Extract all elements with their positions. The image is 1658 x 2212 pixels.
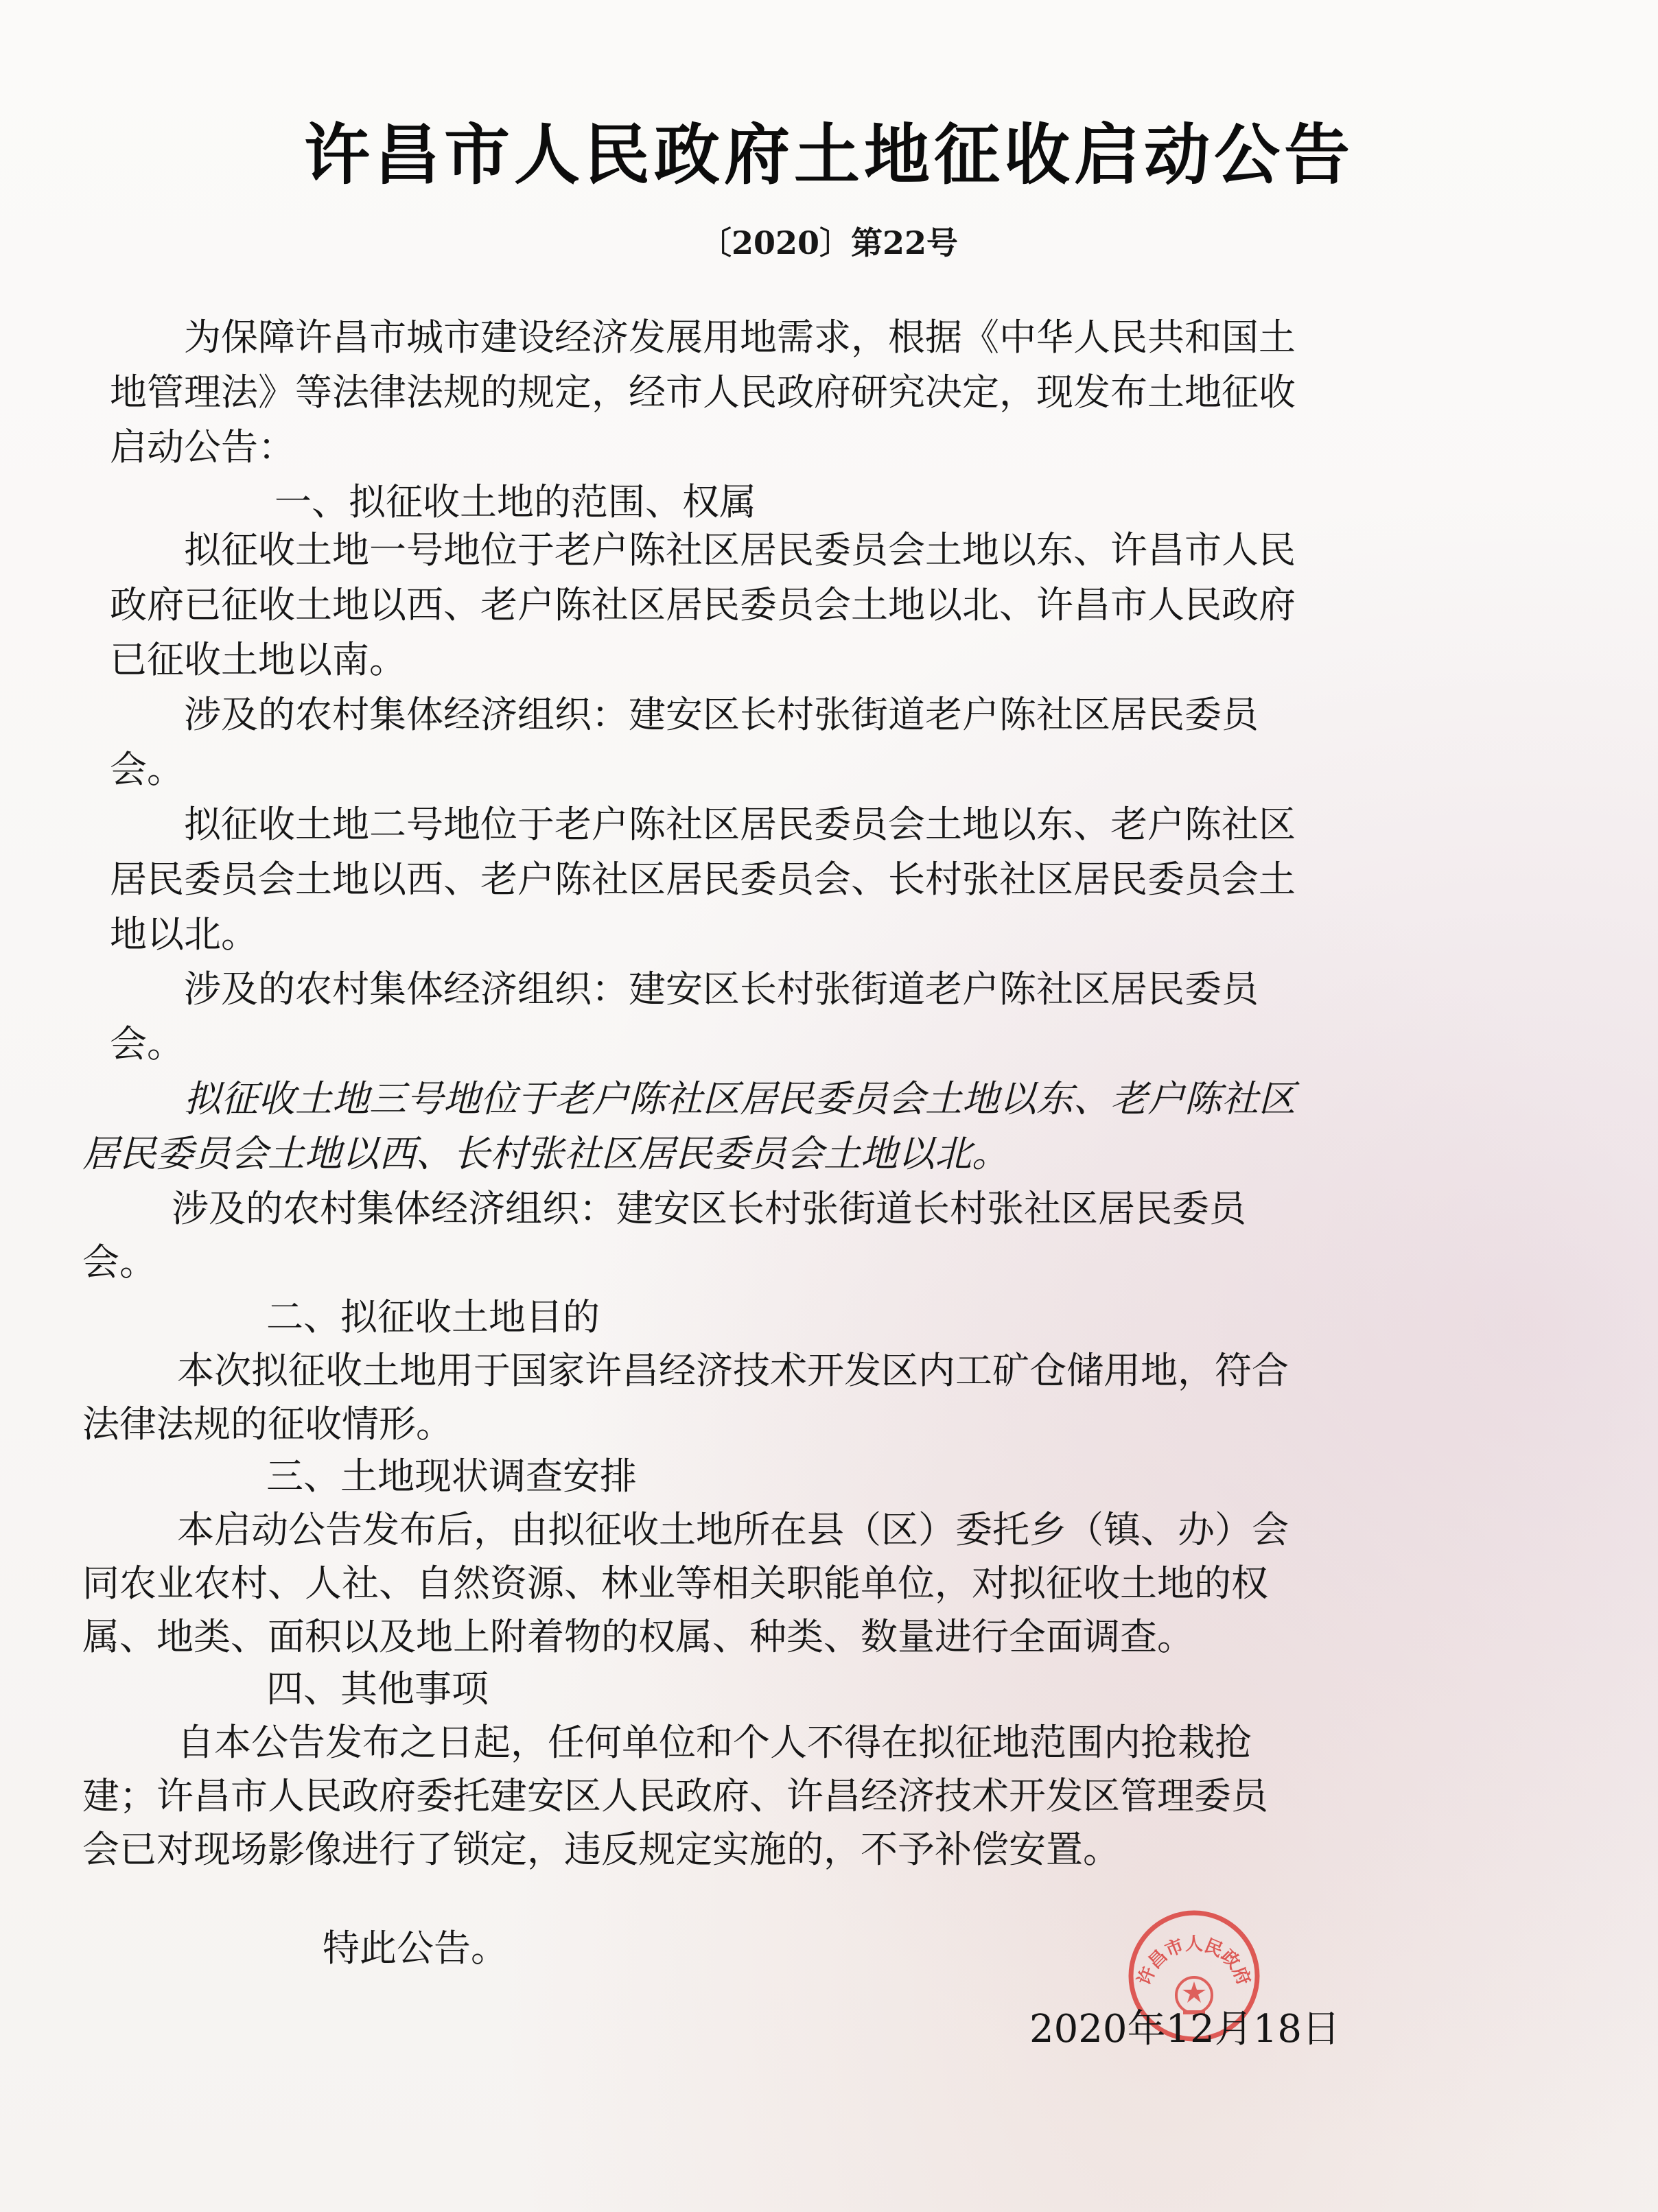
section-heading-1: 一、拟征收土地的范围、权属 (275, 480, 756, 523)
section2-line: 本次拟征收土地用于国家许昌经济技术开发区内工矿仓储用地，符合 (177, 1349, 1289, 1392)
org1-line: 会。 (110, 748, 184, 791)
org1-line: 涉及的农村集体经济组织：建安区长村张街道老户陈社区居民委员 (184, 693, 1259, 736)
plot3-line: 拟征收土地三号地位于老户陈社区居民委员会土地以东、老户陈社区 (184, 1077, 1296, 1120)
section4-line: 自本公告发布之日起，任何单位和个人不得在拟征地范围内抢栽抢 (177, 1721, 1252, 1764)
section3-line: 同农业农村、人社、自然资源、林业等相关职能单位，对拟征收土地的权 (82, 1562, 1268, 1605)
section3-line: 属、地类、面积以及地上附着物的权属、种类、数量进行全面调查。 (82, 1615, 1194, 1658)
issue-date: 2020年12月18日 (1029, 2007, 1341, 2051)
org2-line: 会。 (110, 1022, 184, 1066)
intro-line: 地管理法》等法律法规的规定，经市人民政府研究决定，现发布土地征收 (110, 370, 1296, 414)
plot2-line: 拟征收土地二号地位于老户陈社区居民委员会土地以东、老户陈社区 (184, 803, 1296, 846)
plot2-line: 地以北。 (110, 913, 258, 956)
section2-line: 法律法规的征收情形。 (82, 1402, 453, 1446)
org3-line: 会。 (82, 1240, 156, 1284)
plot1-line: 拟征收土地一号地位于老户陈社区居民委员会土地以东、许昌市人民 (184, 528, 1296, 572)
document-title: 许昌市人民政府土地征收启动公告 (304, 117, 1354, 193)
section4-line: 会已对现场影像进行了锁定，违反规定实施的，不予补偿安置。 (82, 1828, 1120, 1871)
closing-text: 特此公告。 (323, 1927, 508, 1970)
section3-line: 本启动公告发布后，由拟征收土地所在县（区）委托乡（镇、办）会 (177, 1508, 1289, 1551)
seal-text: 许昌市人民政府 (1134, 1934, 1254, 1988)
intro-line: 启动公告： (110, 425, 295, 469)
plot1-line: 已征收土地以南。 (110, 638, 406, 681)
org2-line: 涉及的农村集体经济组织：建安区长村张街道老户陈社区居民委员 (184, 967, 1259, 1011)
section4-line: 建；许昌市人民政府委托建安区人民政府、许昌经济技术开发区管理委员 (82, 1774, 1268, 1817)
section-heading-2: 二、拟征收土地目的 (266, 1295, 600, 1339)
plot1-line: 政府已征收土地以西、老户陈社区居民委员会土地以北、许昌市人民政府 (110, 583, 1296, 626)
plot2-line: 居民委员会土地以西、老户陈社区居民委员会、长村张社区居民委员会土 (110, 858, 1296, 901)
intro-line: 为保障许昌市城市建设经济发展用地需求，根据《中华人民共和国土 (184, 316, 1296, 359)
plot3-line: 居民委员会土地以西、长村张社区居民委员会土地以北。 (82, 1132, 1009, 1175)
document-number: 〔2020〕第22号 (699, 224, 959, 261)
svg-text:许昌市人民政府 (1134, 1934, 1254, 1988)
org3-line: 涉及的农村集体经济组织：建安区长村张街道长村张社区居民委员 (172, 1187, 1246, 1230)
section-heading-3: 三、土地现状调查安排 (266, 1455, 637, 1498)
section-heading-4: 四、其他事项 (266, 1667, 489, 1710)
